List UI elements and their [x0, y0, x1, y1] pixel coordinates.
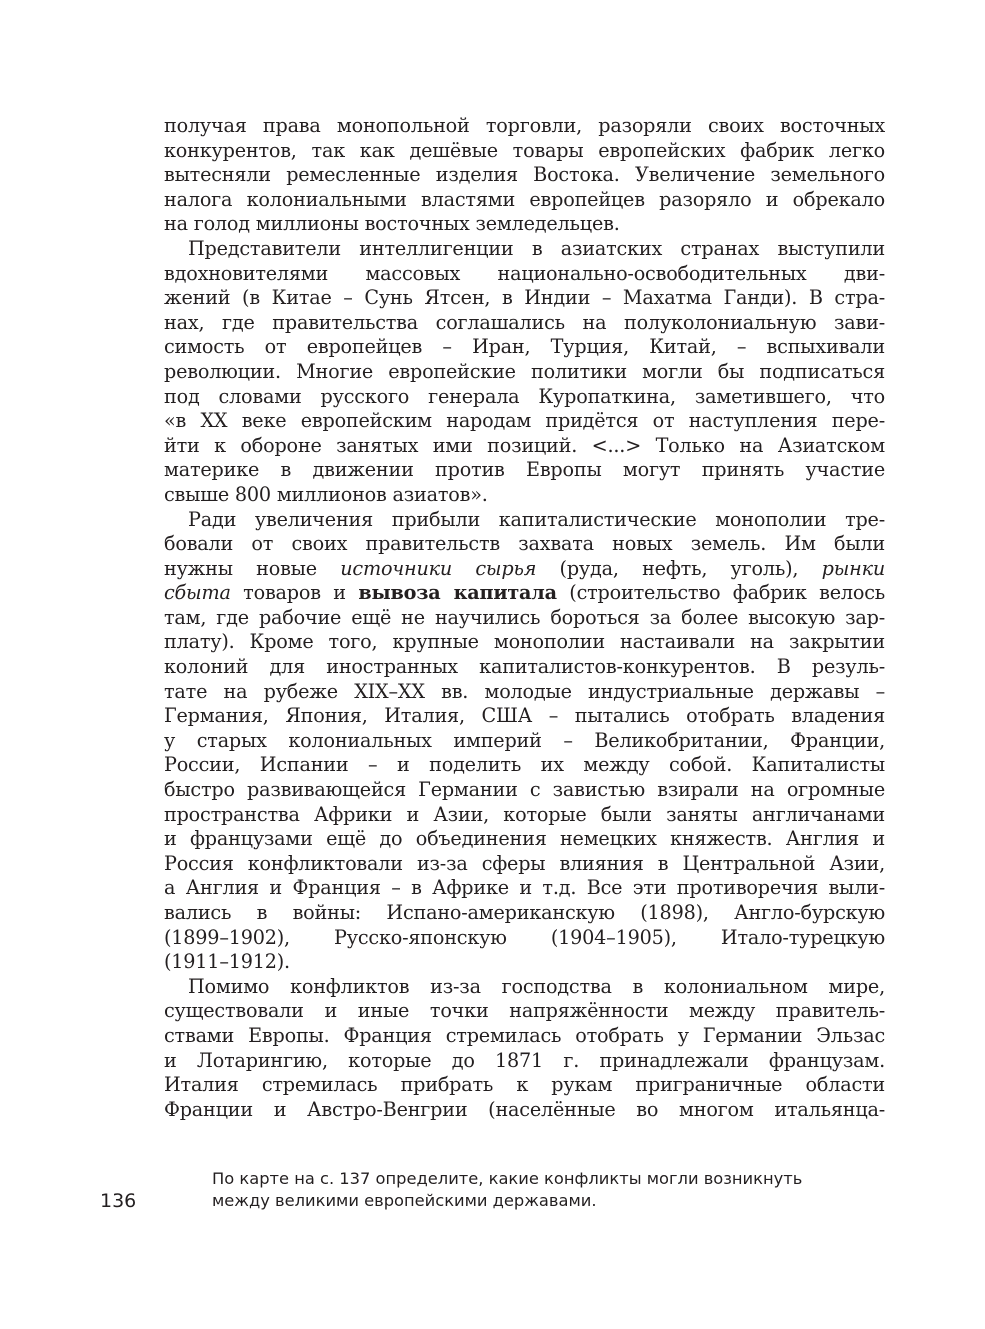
text-line: на голод миллионы восточных земледельцев.: [164, 212, 620, 236]
text-line: и французами ещё до объединения немецких княжеств. Англия и: [164, 827, 885, 851]
text-run: (строительство фабрик велось: [556, 581, 886, 605]
text-line: Германия, Япония, Италия, США – пытались отобрать владения: [164, 704, 885, 728]
text-line: Представители интеллигенции в азиатских странах выступили: [188, 236, 885, 260]
italic-term-raw-materials: источники сырья: [340, 556, 537, 580]
paragraph-1: [164, 114, 885, 237]
text-line: материке в движении против Европы могут принять участие: [164, 458, 885, 482]
text-line: [164, 581, 885, 606]
task-line: По карте на с. 137 определите, какие конфликты могли возникнуть: [212, 1169, 803, 1188]
text-run: (руда, нефть, уголь),: [536, 556, 822, 580]
text-line: жений (в Китае – Сунь Ятсен, в Индии – Махатма Ганди). В стра-: [164, 286, 885, 310]
text-line: Франции и Австро-Венгрии (населённые во многом итальянца-: [164, 1097, 885, 1121]
page-number: 136: [100, 1190, 137, 1212]
text-line: «в ХХ веке европейским народам придётся от наступления пере-: [164, 409, 885, 433]
text-line: революции. Многие европейские политики могли бы подписаться: [164, 359, 885, 383]
paragraph-3: [164, 508, 885, 975]
italic-term-sales: сбыта: [164, 581, 231, 605]
bold-term-capital-export: вывоза капитала: [358, 581, 557, 605]
task-question: [212, 1168, 887, 1212]
text-line: существовали и иные точки напряжённости между правитель-: [164, 999, 885, 1023]
text-line: получая права монопольной торговли, разоряли своих восточных: [164, 114, 885, 137]
text-run: нужны новые: [164, 556, 341, 580]
text-line: у старых колониальных империй – Великобритании, Франции,: [164, 728, 885, 752]
text-line: (1899–1902), Русско-японскую (1904–1905), Итало-турецкую: [164, 925, 885, 949]
text-line: бовали от своих правительств захвата новых земель. Им были: [164, 532, 885, 556]
text-line: Ради увеличения прибыли капиталистические монополии тре-: [188, 507, 885, 531]
text-line: плату). Кроме того, крупные монополии настаивали на закрытии: [164, 630, 885, 654]
text-line: [164, 557, 885, 582]
text-run: товаров и: [230, 581, 359, 605]
text-line: налога колониальными властями европейцев разоряло и обрекало: [164, 187, 885, 211]
text-line: тате на рубеже XIX–XX вв. молодые индустриальные державы –: [164, 679, 885, 703]
text-line: симость от европейцев – Иран, Турция, Китай, – вспыхивали: [164, 335, 885, 359]
text-line: ствами Европы. Франция стремилась отобрать у Германии Эльзас: [164, 1023, 885, 1047]
text-line: вались в войны: Испано-американскую (1898), Англо-бурскую: [164, 901, 885, 924]
text-line: свыше 800 миллионов азиатов».: [164, 482, 488, 506]
text-line: быстро развивающейся Германии с завистью взирали на огромные: [164, 778, 885, 802]
text-line: Италия стремилась прибрать к рукам приграничные области: [164, 1073, 885, 1097]
text-line: (1911–1912).: [164, 950, 290, 974]
italic-term-markets: рынки: [821, 556, 885, 580]
text-line: под словами русского генерала Куропаткина, заметившего, что: [164, 384, 885, 408]
text-line: вытесняли ремесленные изделия Востока. Увеличение земельного: [164, 163, 885, 187]
text-line: йти к обороне занятых ими позиций. <...> Только на Азиатском: [164, 433, 885, 457]
text-line: Россия конфликтовали из-за сферы влияния в Центральной Азии,: [164, 851, 885, 875]
text-line: пространства Африки и Азии, которые были заняты англичанами: [164, 802, 885, 826]
text-line: а Англия и Франция – в Африке и т.д. Все эти противоречия выли-: [164, 876, 885, 900]
text-line: там, где рабочие ещё не научились бороться за более высокую зар-: [164, 605, 885, 629]
task-line: между великими европейскими державами.: [212, 1191, 597, 1210]
text-line: и Лотарингию, которые до 1871 г. принадлежали французам.: [164, 1048, 885, 1072]
text-line: конкурентов, так как дешёвые товары европейских фабрик легко: [164, 138, 885, 162]
text-line: колоний для иностранных капиталистов-конкурентов. В резуль-: [164, 655, 885, 679]
main-text: [164, 114, 885, 1122]
text-line: России, Испании – и поделить их между собой. Капиталисты: [164, 753, 885, 777]
text-line: нах, где правительства соглашались на полуколониальную зави-: [164, 310, 885, 334]
text-line: Помимо конфликтов из-за господства в колониальном мире,: [188, 974, 885, 998]
paragraph-4: [164, 975, 885, 1123]
paragraph-2: [164, 237, 885, 508]
text-line: вдохновителями массовых национально-освободительных дви-: [164, 261, 885, 285]
